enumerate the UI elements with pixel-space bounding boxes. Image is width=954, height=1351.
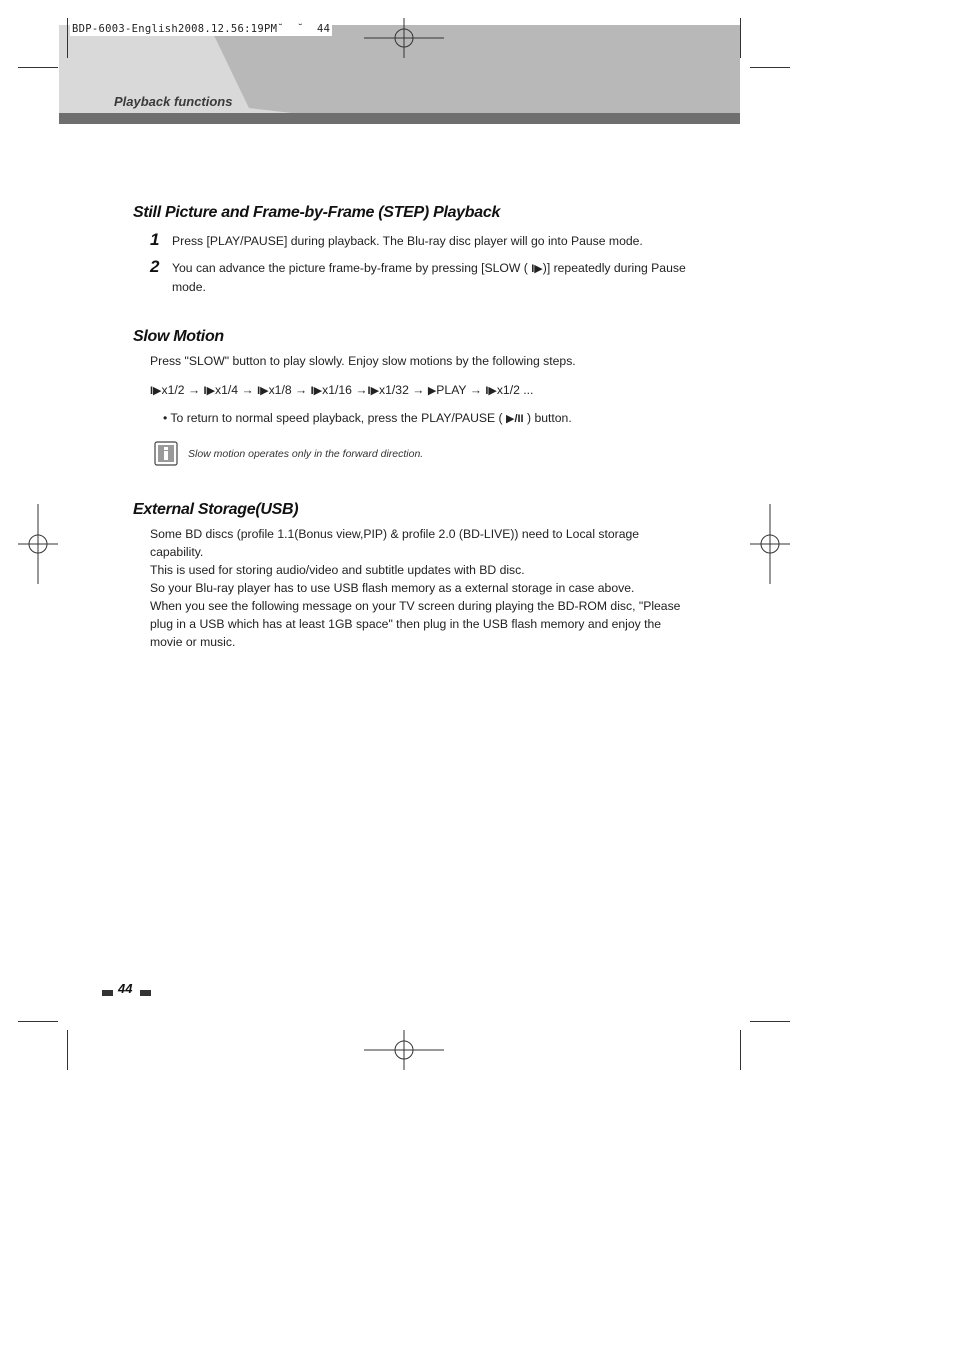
registration-mark-right: [750, 504, 790, 584]
play-icon: ▶: [427, 385, 437, 397]
section-title: Playback functions: [114, 94, 233, 109]
arrow-right-icon: →: [469, 383, 482, 397]
crop-mark: [67, 18, 68, 58]
slow-forward-icon: I▶: [150, 385, 162, 397]
slow-speed-sequence: I▶x1/2 → I▶x1/4 → I▶x1/8 → I▶x1/16 →I▶x1/32 → ▶PLAY → I▶x1/2 ...: [150, 383, 534, 397]
slow-forward-icon: I▶: [367, 385, 380, 397]
step-text: You can advance the picture frame-by-frame by pressing [SLOW ( I▶)] repeatedly during Pause mode.: [172, 261, 686, 294]
registration-mark-left: [18, 504, 58, 584]
arrow-right-icon: →: [355, 383, 368, 397]
step-text: Press [PLAY/PAUSE] during playback. The Blu-ray disc player will go into Pause mode.: [172, 234, 643, 248]
heading-still-picture: Still Picture and Frame-by-Frame (STEP) Playback: [133, 204, 501, 221]
crop-mark: [67, 1030, 68, 1070]
heading-slow-motion: Slow Motion: [133, 328, 224, 345]
registration-mark-bottom: [364, 1030, 444, 1070]
crop-mark: [18, 1021, 58, 1022]
crop-mark: [740, 18, 741, 58]
info-note-icon: [154, 441, 180, 467]
slow-forward-icon: I▶: [485, 385, 497, 397]
page-number-bar: [102, 990, 113, 996]
crop-mark: [740, 1030, 741, 1070]
heading-external-storage: External Storage(USB): [133, 501, 299, 518]
page-number-bar: [140, 990, 151, 996]
arrow-right-icon: →: [241, 383, 254, 397]
slow-motion-intro: Press "SLOW" button to play slowly. Enjoy slow motions by the following steps.: [150, 354, 576, 368]
arrow-right-icon: →: [295, 383, 308, 397]
slow-forward-icon: I▶: [203, 385, 216, 397]
note-text: Slow motion operates only in the forward direction.: [188, 448, 424, 460]
header-strip: [59, 113, 740, 124]
crop-mark: [18, 67, 58, 68]
page-number: 44: [118, 981, 133, 996]
step-number: 2: [150, 257, 160, 276]
play-pause-icon: ▶/II: [505, 413, 524, 425]
slow-motion-bullet: • To return to normal speed playback, press the PLAY/PAUSE ( ▶/II ) button.: [163, 409, 733, 428]
slow-forward-icon: I▶: [310, 385, 323, 397]
step-number: 1: [150, 230, 160, 249]
arrow-right-icon: →: [412, 383, 425, 397]
slow-forward-icon: I▶: [257, 385, 269, 397]
crop-mark: [750, 67, 790, 68]
external-storage-text: Some BD discs (profile 1.1(Bonus view,PIP) & profile 2.0 (BD-LIVE)) need to Local storage capability. This is used for storing audio/video and subtitle updates with BD disc. So your Blu-ray player has to use USB flash memory as a external storage in case above. When you see the following message on your TV screen during playing the BD-ROM disc, "Please plug in a USB which has at least 1GB space" then plug in the USB flash memory and enjoy the movie or music.: [150, 527, 681, 649]
registration-mark-top: [364, 18, 444, 58]
slow-forward-icon: I▶: [531, 263, 543, 275]
crop-mark: [750, 1021, 790, 1022]
file-label: BDP-6003-English2008.12.56:19PM˘ ˘ 44: [72, 23, 331, 35]
arrow-right-icon: →: [187, 383, 201, 397]
